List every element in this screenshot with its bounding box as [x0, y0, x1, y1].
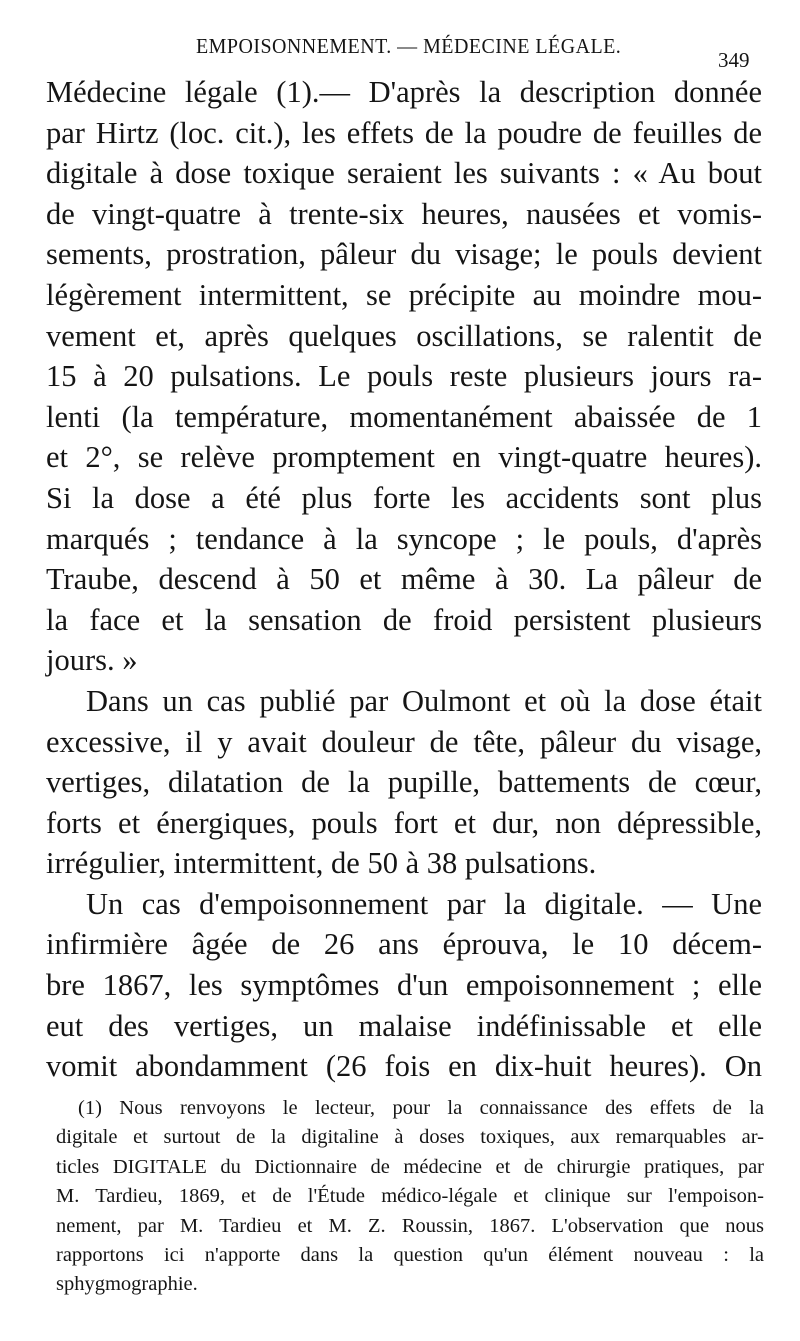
footnote-line: ticles DIGITALE du Dictionnaire de médecine et de chirurgie pratiques, par: [56, 1155, 764, 1178]
text-line: Traube, descend à 50 et même à 30. La pâleur de: [46, 562, 762, 597]
footnote-line: M. Tardieu, 1869, et de l'Étude médico-légale et clinique sur l'empoison-: [56, 1185, 764, 1208]
footnote-line: digitale et surtout de la digitaline à doses toxiques, aux remarquables ar-: [56, 1126, 764, 1149]
footnote-line: nement, par M. Tardieu et M. Z. Roussin, 1867. L'observation que nous: [56, 1214, 764, 1237]
text-line: Un cas d'empoisonnement par la digitale. — Une: [86, 886, 762, 921]
text-line: 15 à 20 pulsations. Le pouls reste plusieurs jours ra-: [46, 359, 762, 394]
text-line: de vingt-quatre à trente-six heures, nausées et vomis-: [46, 196, 762, 231]
text-line: forts et énergiques, pouls fort et dur, non dépressible,: [46, 805, 762, 840]
text-line: vertiges, dilatation de la pupille, battements de cœur,: [46, 765, 762, 800]
text-line: irrégulier, intermittent, de 50 à 38 pulsations.: [46, 846, 597, 881]
footnote-line: rapportons ici n'apporte dans la question qu'un élément nouveau : la: [56, 1243, 764, 1266]
text-line: excessive, il y avait douleur de tête, pâleur du visage,: [46, 724, 762, 759]
text-line: Dans un cas publié par Oulmont et où la dose était: [86, 683, 762, 718]
footnote-line: sphygmographie.: [56, 1273, 198, 1296]
text-line: vomit abondamment (26 fois en dix-huit heures). On: [46, 1049, 762, 1084]
footnote: [56, 1094, 764, 1300]
text-line: infirmière âgée de 26 ans éprouva, le 10 décem-: [46, 927, 762, 962]
text-line: la face et la sensation de froid persistent plusieurs: [46, 602, 762, 637]
page-header: [0, 34, 800, 74]
text-line: Si la dose a été plus forte les accidents sont plus: [46, 480, 762, 515]
page-number: 349: [718, 48, 750, 72]
body-text: [46, 72, 762, 1087]
text-line: vement et, après quelques oscillations, se ralentit de: [46, 318, 762, 353]
text-line: sements, prostration, pâleur du visage; le pouls devient: [46, 237, 762, 272]
text-line: lenti (la température, momentanément abaissée de 1: [46, 399, 762, 434]
text-line: Médecine légale (1).— D'après la description donnée: [46, 75, 762, 109]
running-title: EMPOISONNEMENT. — MÉDECINE LÉGALE.: [196, 34, 622, 58]
text-line: jours. »: [46, 643, 138, 678]
text-line: marqués ; tendance à la syncope ; le pouls, d'après: [46, 521, 762, 556]
text-line: et 2°, se relève promptement en vingt-quatre heures).: [46, 440, 762, 475]
text-line: légèrement intermittent, se précipite au moindre mou-: [46, 277, 762, 312]
text-line: digitale à dose toxique seraient les suivants : « Au bout: [46, 156, 762, 191]
footnote-line: (1) Nous renvoyons le lecteur, pour la connaissance des effets de la: [78, 1097, 764, 1119]
text-line: eut des vertiges, un malaise indéfinissable et elle: [46, 1008, 762, 1043]
text-line: par Hirtz (loc. cit.), les effets de la poudre de feuilles de: [46, 115, 762, 150]
text-line: bre 1867, les symptômes d'un empoisonnement ; elle: [46, 968, 762, 1003]
